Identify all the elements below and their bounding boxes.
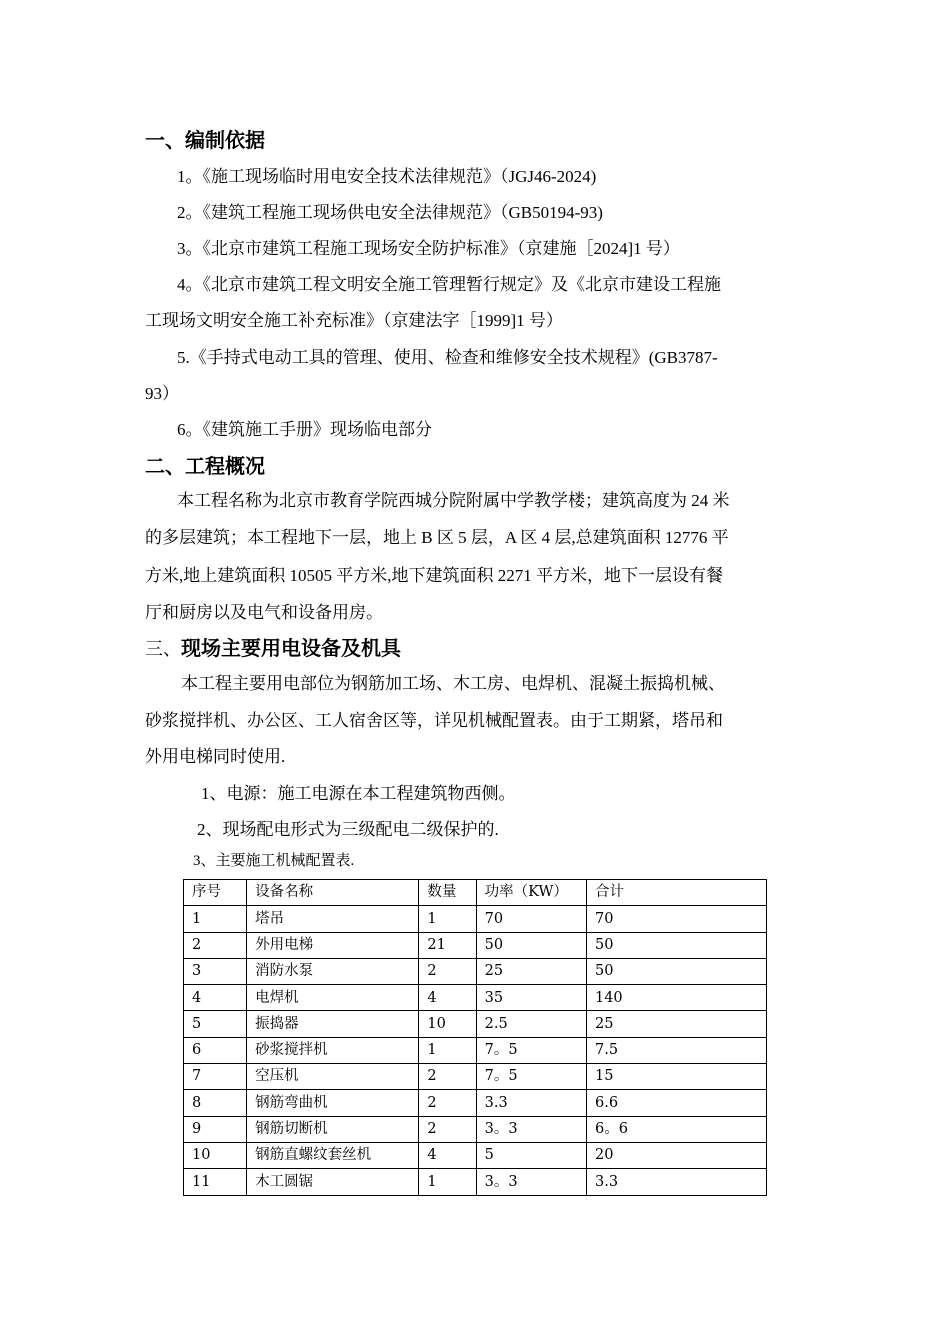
cell-qty: 4 [419, 1142, 476, 1168]
table-row [184, 932, 767, 958]
cell-name: 木工圆锯 [247, 1169, 419, 1195]
basis-item-4-line2: 工现场文明安全施工补充标准》（京建法字［1999]1 号） [145, 311, 563, 330]
distribution-line: 2、现场配电形式为三级配电二级保护的. [197, 820, 499, 839]
table-row [184, 1169, 767, 1195]
cell-no: 9 [184, 1116, 247, 1142]
header-cell-power: 功率（KW） [476, 880, 586, 906]
cell-no: 11 [184, 1169, 247, 1195]
cell-qty: 1 [419, 1169, 476, 1195]
cell-power: 2.5 [476, 1011, 586, 1037]
power-source-line: 1、电源：施工电源在本工程建筑物西侧。 [201, 784, 516, 803]
equipment-line-1: 本工程主要用电部位为钢筋加工场、木工房、电焊机、混凝土振捣机械、 [181, 674, 725, 693]
cell-no: 10 [184, 1142, 247, 1168]
overview-line-3: 方米,地上建筑面积 10505 平方米,地下建筑面积 2271 平方米，地下一层设有餐 [145, 566, 723, 585]
table-row [184, 1090, 767, 1116]
basis-item-5-line1: 5.《手持式电动工具的管理、使用、检查和维修安全技术规程》(GB3787- [177, 348, 718, 367]
cell-name: 外用电梯 [247, 932, 419, 958]
cell-qty: 2 [419, 958, 476, 984]
cell-qty: 2 [419, 1064, 476, 1090]
cell-power: 7。5 [476, 1064, 586, 1090]
cell-qty: 1 [419, 906, 476, 932]
table-row [184, 958, 767, 984]
cell-power: 70 [476, 906, 586, 932]
cell-total: 20 [586, 1142, 766, 1168]
cell-total: 6。6 [586, 1116, 766, 1142]
cell-name: 消防水泵 [247, 958, 419, 984]
cell-no: 4 [184, 985, 247, 1011]
cell-power: 50 [476, 932, 586, 958]
section-heading-basis: 一、编制依据 [145, 130, 265, 152]
table-row [184, 1142, 767, 1168]
cell-name: 电焊机 [247, 985, 419, 1011]
table-row [184, 1064, 767, 1090]
table-row [184, 1037, 767, 1063]
cell-qty: 2 [419, 1116, 476, 1142]
basis-item-3: 3。《北京市建筑工程施工现场安全防护标准》（京建施［2024]1 号） [177, 239, 680, 258]
basis-item-2: 2。《建筑工程施工现场供电安全法律规范》（GB50194-93) [177, 203, 603, 222]
cell-power: 5 [476, 1142, 586, 1168]
header-cell-total: 合计 [586, 880, 766, 906]
cell-total: 140 [586, 985, 766, 1011]
cell-no: 1 [184, 906, 247, 932]
cell-total: 7.5 [586, 1037, 766, 1063]
cell-name: 塔吊 [247, 906, 419, 932]
basis-item-4-line1: 4。《北京市建筑工程文明安全施工管理暂行规定》及《北京市建设工程施 [177, 275, 721, 294]
cell-power: 3.3 [476, 1090, 586, 1116]
basis-item-6: 6。《建筑施工手册》现场临电部分 [177, 420, 432, 439]
header-cell-name: 设备名称 [247, 880, 419, 906]
cell-name: 钢筋切断机 [247, 1116, 419, 1142]
cell-power: 3。3 [476, 1116, 586, 1142]
cell-name: 钢筋弯曲机 [247, 1090, 419, 1116]
cell-qty: 10 [419, 1011, 476, 1037]
cell-name: 振捣器 [247, 1011, 419, 1037]
table-row [184, 1116, 767, 1142]
cell-total: 70 [586, 906, 766, 932]
cell-total: 6.6 [586, 1090, 766, 1116]
section-heading-equipment [145, 632, 401, 661]
cell-power: 25 [476, 958, 586, 984]
overview-line-2: 的多层建筑；本工程地下一层，地上 B 区 5 层，A 区 4 层,总建筑面积 12776 平 [145, 528, 729, 547]
cell-name: 空压机 [247, 1064, 419, 1090]
cell-no: 6 [184, 1037, 247, 1063]
header-cell-no: 序号 [184, 880, 247, 906]
cell-qty: 2 [419, 1090, 476, 1116]
equipment-line-2: 砂浆搅拌机、办公区、工人宿舍区等，详见机械配置表。由于工期紧，塔吊和 [145, 711, 723, 730]
cell-name: 砂浆搅拌机 [247, 1037, 419, 1063]
table-row [184, 906, 767, 932]
cell-total: 50 [586, 958, 766, 984]
overview-line-1: 本工程名称为北京市教育学院西城分院附属中学教学楼；建筑高度为 24 米 [177, 491, 730, 510]
cell-total: 3.3 [586, 1169, 766, 1195]
header-cell-qty: 数量 [419, 880, 476, 906]
table-caption: 3、主要施工机械配置表. [193, 853, 355, 869]
overview-line-4: 厅和厨房以及电气和设备用房。 [145, 603, 383, 622]
cell-power: 35 [476, 985, 586, 1011]
cell-no: 7 [184, 1064, 247, 1090]
cell-total: 25 [586, 1011, 766, 1037]
cell-total: 15 [586, 1064, 766, 1090]
cell-no: 5 [184, 1011, 247, 1037]
cell-name: 钢筋直螺纹套丝机 [247, 1142, 419, 1168]
cell-power: 7。5 [476, 1037, 586, 1063]
cell-qty: 21 [419, 932, 476, 958]
section-heading-overview: 二、工程概况 [145, 456, 265, 478]
basis-item-1: 1。《施工现场临时用电安全技术法律规范》（JGJ46-2024) [177, 167, 597, 186]
table-row [184, 1011, 767, 1037]
cell-no: 8 [184, 1090, 247, 1116]
cell-total: 50 [586, 932, 766, 958]
cell-qty: 4 [419, 985, 476, 1011]
machinery-table [183, 879, 767, 1196]
cell-no: 2 [184, 932, 247, 958]
cell-power: 3。3 [476, 1169, 586, 1195]
section-heading-equipment-prefix: 三、 [145, 639, 181, 659]
table-header-row [184, 880, 767, 906]
cell-qty: 1 [419, 1037, 476, 1063]
section-heading-equipment-title: 现场主要用电设备及机具 [181, 638, 401, 660]
table-row [184, 985, 767, 1011]
basis-item-5-line2: 93） [145, 384, 179, 403]
equipment-line-3: 外用电梯同时使用. [145, 747, 286, 766]
cell-no: 3 [184, 958, 247, 984]
